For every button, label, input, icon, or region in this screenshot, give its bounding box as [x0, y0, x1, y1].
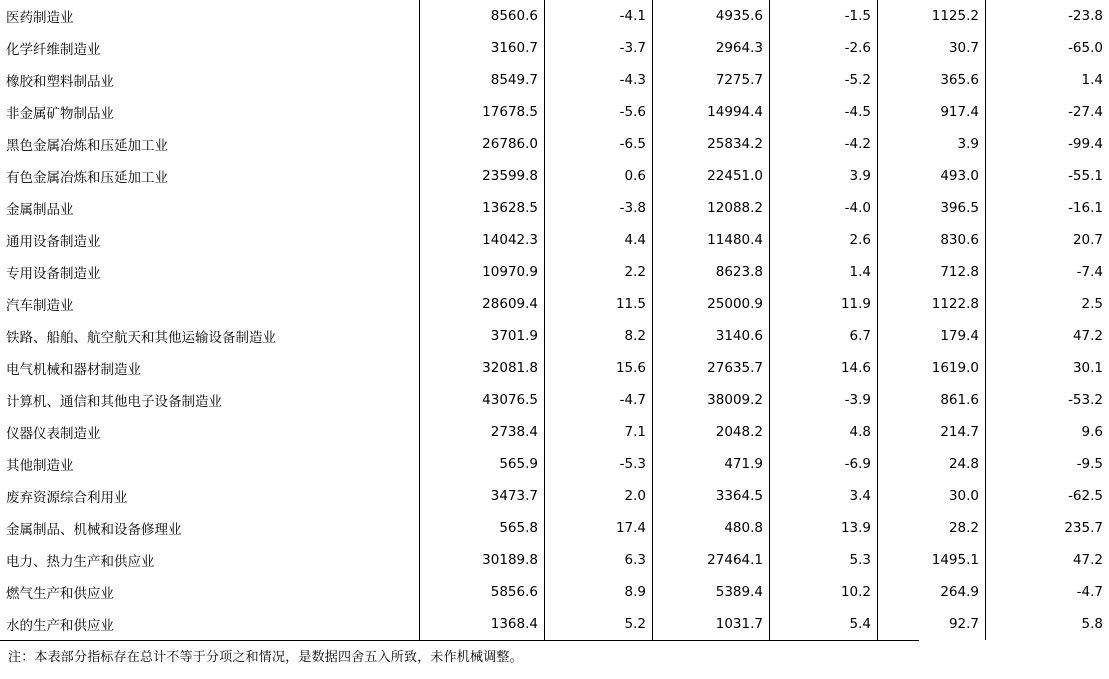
- table-row: [0, 32, 1109, 64]
- row-value-3: 179.4: [878, 320, 986, 352]
- row-value-3: 24.8: [878, 448, 986, 480]
- row-industry-name: 黑色金属冶炼和压延加工业: [0, 128, 420, 160]
- row-industry-name: 废弃资源综合利用业: [0, 480, 420, 512]
- row-industry-name: 电力、热力生产和供应业: [0, 544, 420, 576]
- row-value-1: 17678.5: [420, 96, 545, 128]
- row-percent-1: -4.1: [545, 0, 653, 32]
- table-row: [0, 256, 1109, 288]
- row-value-1: 3473.7: [420, 480, 545, 512]
- row-value-2: 22451.0: [653, 160, 770, 192]
- row-percent-2: -4.2: [770, 128, 878, 160]
- row-value-2: 12088.2: [653, 192, 770, 224]
- row-percent-1: 6.3: [545, 544, 653, 576]
- row-percent-3: -55.1: [1068, 168, 1103, 184]
- table-row: [0, 288, 1109, 320]
- row-value-2: 27635.7: [653, 352, 770, 384]
- row-value-3: 493.0: [878, 160, 986, 192]
- row-value-2: 25000.9: [653, 288, 770, 320]
- row-percent-3: 20.7: [1072, 232, 1103, 248]
- row-percent-2: -4.0: [770, 192, 878, 224]
- table-row: [0, 0, 1109, 32]
- row-industry-name: 电气机械和器材制造业: [0, 352, 420, 384]
- row-percent-2: -2.6: [770, 32, 878, 64]
- row-percent-1: 5.2: [545, 608, 653, 640]
- row-percent-1: 8.9: [545, 576, 653, 608]
- table-row: [0, 480, 1109, 512]
- row-value-2: 3364.5: [653, 480, 770, 512]
- row-percent-1: 2.0: [545, 480, 653, 512]
- table-row: [0, 128, 1109, 160]
- row-value-3: 264.9: [878, 576, 986, 608]
- row-percent-1: 7.1: [545, 416, 653, 448]
- row-value-2: 27464.1: [653, 544, 770, 576]
- row-industry-name: 水的生产和供应业: [0, 608, 420, 640]
- row-percent-3: 1.4: [1081, 72, 1103, 88]
- row-percent-3: -99.4: [1068, 136, 1103, 152]
- row-industry-name: 仪器仪表制造业: [0, 416, 420, 448]
- row-percent-1: -4.7: [545, 384, 653, 416]
- row-value-1: 28609.4: [420, 288, 545, 320]
- table-row: [0, 224, 1109, 256]
- row-percent-3: -27.4: [1068, 104, 1103, 120]
- table-row: [0, 544, 1109, 576]
- row-value-3: 396.5: [878, 192, 986, 224]
- row-value-1: 1368.4: [420, 608, 545, 640]
- row-percent-3: 5.8: [1081, 616, 1103, 632]
- row-value-2: 471.9: [653, 448, 770, 480]
- row-value-2: 2964.3: [653, 32, 770, 64]
- row-value-1: 3701.9: [420, 320, 545, 352]
- row-percent-3: -16.1: [1068, 200, 1103, 216]
- row-percent-2: 6.7: [770, 320, 878, 352]
- row-value-1: 13628.5: [420, 192, 545, 224]
- row-percent-1: -3.7: [545, 32, 653, 64]
- row-value-3: 1125.2: [878, 0, 986, 32]
- row-value-2: 11480.4: [653, 224, 770, 256]
- row-value-3: 30.7: [878, 32, 986, 64]
- row-industry-name: 金属制品、机械和设备修理业: [0, 512, 420, 544]
- row-value-2: 4935.6: [653, 0, 770, 32]
- row-value-3: 3.9: [878, 128, 986, 160]
- row-percent-1: -5.6: [545, 96, 653, 128]
- row-percent-2: 13.9: [770, 512, 878, 544]
- row-value-3: 830.6: [878, 224, 986, 256]
- table-row: [0, 64, 1109, 96]
- row-percent-3: -7.4: [1076, 264, 1103, 280]
- table-footnote: 注：本表部分指标存在总计不等于分项之和情况，是数据四舍五入所致，未作机械调整。: [8, 650, 523, 665]
- row-industry-name: 汽车制造业: [0, 288, 420, 320]
- row-percent-2: 3.9: [770, 160, 878, 192]
- row-industry-name: 有色金属冶炼和压延加工业: [0, 160, 420, 192]
- row-percent-3: -62.5: [1068, 488, 1103, 504]
- row-percent-3: 47.2: [1072, 552, 1103, 568]
- row-value-3: 28.2: [878, 512, 986, 544]
- row-percent-3: 9.6: [1081, 424, 1103, 440]
- row-percent-1: 11.5: [545, 288, 653, 320]
- row-value-3: 712.8: [878, 256, 986, 288]
- row-percent-1: 2.2: [545, 256, 653, 288]
- table-row: [0, 320, 1109, 352]
- row-value-3: 1619.0: [878, 352, 986, 384]
- row-value-3: 1495.1: [878, 544, 986, 576]
- row-value-1: 5856.6: [420, 576, 545, 608]
- row-percent-2: 10.2: [770, 576, 878, 608]
- row-industry-name: 非金属矿物制品业: [0, 96, 420, 128]
- row-percent-2: -1.5: [770, 0, 878, 32]
- row-value-1: 3160.7: [420, 32, 545, 64]
- row-percent-2: 5.4: [770, 608, 878, 640]
- row-value-1: 43076.5: [420, 384, 545, 416]
- row-industry-name: 专用设备制造业: [0, 256, 420, 288]
- row-value-2: 14994.4: [653, 96, 770, 128]
- row-percent-2: -6.9: [770, 448, 878, 480]
- row-percent-1: 4.4: [545, 224, 653, 256]
- table-row: [0, 608, 1109, 640]
- row-value-2: 2048.2: [653, 416, 770, 448]
- row-percent-1: -4.3: [545, 64, 653, 96]
- row-value-1: 32081.8: [420, 352, 545, 384]
- row-industry-name: 其他制造业: [0, 448, 420, 480]
- table-row: [0, 192, 1109, 224]
- row-percent-3: 30.1: [1072, 360, 1103, 376]
- row-value-3: 365.6: [878, 64, 986, 96]
- row-value-2: 480.8: [653, 512, 770, 544]
- row-value-2: 8623.8: [653, 256, 770, 288]
- table-row: [0, 160, 1109, 192]
- row-value-3: 861.6: [878, 384, 986, 416]
- row-percent-3: -65.0: [1068, 40, 1103, 56]
- row-percent-1: 15.6: [545, 352, 653, 384]
- row-value-1: 23599.8: [420, 160, 545, 192]
- row-value-1: 565.8: [420, 512, 545, 544]
- row-industry-name: 通用设备制造业: [0, 224, 420, 256]
- row-percent-1: -3.8: [545, 192, 653, 224]
- row-percent-1: -5.3: [545, 448, 653, 480]
- row-percent-2: -4.5: [770, 96, 878, 128]
- row-percent-2: 3.4: [770, 480, 878, 512]
- row-value-3: 92.7: [878, 608, 986, 640]
- row-value-3: 30.0: [878, 480, 986, 512]
- row-value-2: 1031.7: [653, 608, 770, 640]
- row-percent-2: -5.2: [770, 64, 878, 96]
- row-value-1: 10970.9: [420, 256, 545, 288]
- row-industry-name: 橡胶和塑料制品业: [0, 64, 420, 96]
- row-industry-name: 计算机、通信和其他电子设备制造业: [0, 384, 420, 416]
- table-row: [0, 512, 1109, 544]
- table-row: [0, 416, 1109, 448]
- row-industry-name: 铁路、船舶、航空航天和其他运输设备制造业: [0, 320, 420, 352]
- table-row: [0, 384, 1109, 416]
- row-percent-2: 1.4: [770, 256, 878, 288]
- row-value-3: 917.4: [878, 96, 986, 128]
- table-row: [0, 448, 1109, 480]
- row-percent-3: -53.2: [1068, 392, 1103, 408]
- row-value-2: 3140.6: [653, 320, 770, 352]
- row-percent-2: 4.8: [770, 416, 878, 448]
- row-percent-2: 11.9: [770, 288, 878, 320]
- row-value-2: 7275.7: [653, 64, 770, 96]
- row-value-1: 565.9: [420, 448, 545, 480]
- row-percent-3: -9.5: [1076, 456, 1103, 472]
- row-percent-1: 17.4: [545, 512, 653, 544]
- row-percent-2: -3.9: [770, 384, 878, 416]
- row-percent-3: 235.7: [1064, 520, 1103, 536]
- row-industry-name: 金属制品业: [0, 192, 420, 224]
- row-percent-3: 47.2: [1072, 328, 1103, 344]
- row-value-3: 1122.8: [878, 288, 986, 320]
- row-percent-2: 5.3: [770, 544, 878, 576]
- table-row: [0, 576, 1109, 608]
- row-value-2: 5389.4: [653, 576, 770, 608]
- row-value-1: 26786.0: [420, 128, 545, 160]
- row-percent-1: 0.6: [545, 160, 653, 192]
- row-industry-name: 燃气生产和供应业: [0, 576, 420, 608]
- row-percent-3: -23.8: [1068, 8, 1103, 24]
- table-row: [0, 352, 1109, 384]
- row-percent-2: 14.6: [770, 352, 878, 384]
- row-value-2: 38009.2: [653, 384, 770, 416]
- row-percent-1: 8.2: [545, 320, 653, 352]
- row-industry-name: 化学纤维制造业: [0, 32, 420, 64]
- row-value-1: 30189.8: [420, 544, 545, 576]
- row-value-1: 2738.4: [420, 416, 545, 448]
- row-value-2: 25834.2: [653, 128, 770, 160]
- table-row: [0, 96, 1109, 128]
- row-percent-3: -4.7: [1076, 584, 1103, 600]
- row-value-1: 14042.3: [420, 224, 545, 256]
- row-value-1: 8549.7: [420, 64, 545, 96]
- row-value-3: 214.7: [878, 416, 986, 448]
- row-percent-2: 2.6: [770, 224, 878, 256]
- row-value-1: 8560.6: [420, 0, 545, 32]
- row-percent-3: 2.5: [1081, 296, 1103, 312]
- row-percent-1: -6.5: [545, 128, 653, 160]
- row-industry-name: 医药制造业: [0, 0, 420, 32]
